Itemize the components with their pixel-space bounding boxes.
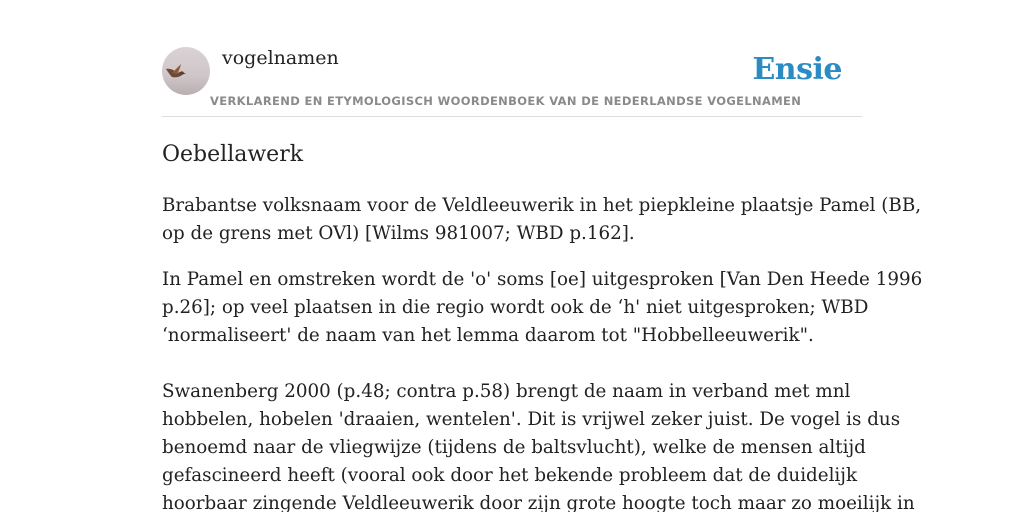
entry-title: Oebellawerk xyxy=(162,142,304,167)
entry-line: p.26]; op veel plaatsen in die regio wordt ook de ‘h' niet uitgesproken; WBD xyxy=(162,297,869,318)
dictionary-header xyxy=(162,46,862,117)
dictionary-subtitle: VERKLAREND EN ETYMOLOGISCH WOORDENBOEK VAN DE NEDERLANDSE VOGELNAMEN xyxy=(210,94,802,108)
entry-line: op de grens met OVl) [Wilms 981007; WBD p.162]. xyxy=(162,223,635,244)
entry-line: In Pamel en omstreken wordt de 'o' soms [oe] uitgesproken [Van Den Heede 1996 xyxy=(162,269,923,290)
entry-line: Swanenberg 2000 (p.48; contra p.58) brengt de naam in verband met mnl xyxy=(162,381,851,402)
entry-paragraph xyxy=(162,378,915,512)
entry-line: ‘normaliseert' de naam van het lemma daarom tot "Hobbelleeuwerik". xyxy=(162,325,814,346)
entry-line: gefascineerd heeft (vooral ook door het bekende probleem dat de duidelijk xyxy=(162,465,858,486)
entry-paragraph xyxy=(162,192,922,248)
entry-paragraph xyxy=(162,266,923,350)
entry-line: benoemd naar de vliegwijze (tijdens de baltsvlucht), welke de mensen altijd xyxy=(162,437,866,458)
dictionary-avatar[interactable] xyxy=(162,47,210,95)
entry-line: hobbelen, hobelen 'draaien, wentelen'. Dit is vrijwel zeker juist. De vogel is dus xyxy=(162,409,901,430)
entry-line: Brabantse volksnaam voor de Veldleeuwerik in het piepkleine plaatsje Pamel (BB, xyxy=(162,195,922,216)
bird-photo-avatar-icon xyxy=(162,47,210,95)
entry-body xyxy=(162,192,923,512)
dictionary-name-link[interactable]: vogelnamen xyxy=(222,47,339,69)
ensie-logo-link[interactable]: Ensie xyxy=(752,52,842,87)
entry-line: hoorbaar zingende Veldleeuwerik door zijn grote hoogte toch maar zo moeilijk in xyxy=(162,493,915,512)
